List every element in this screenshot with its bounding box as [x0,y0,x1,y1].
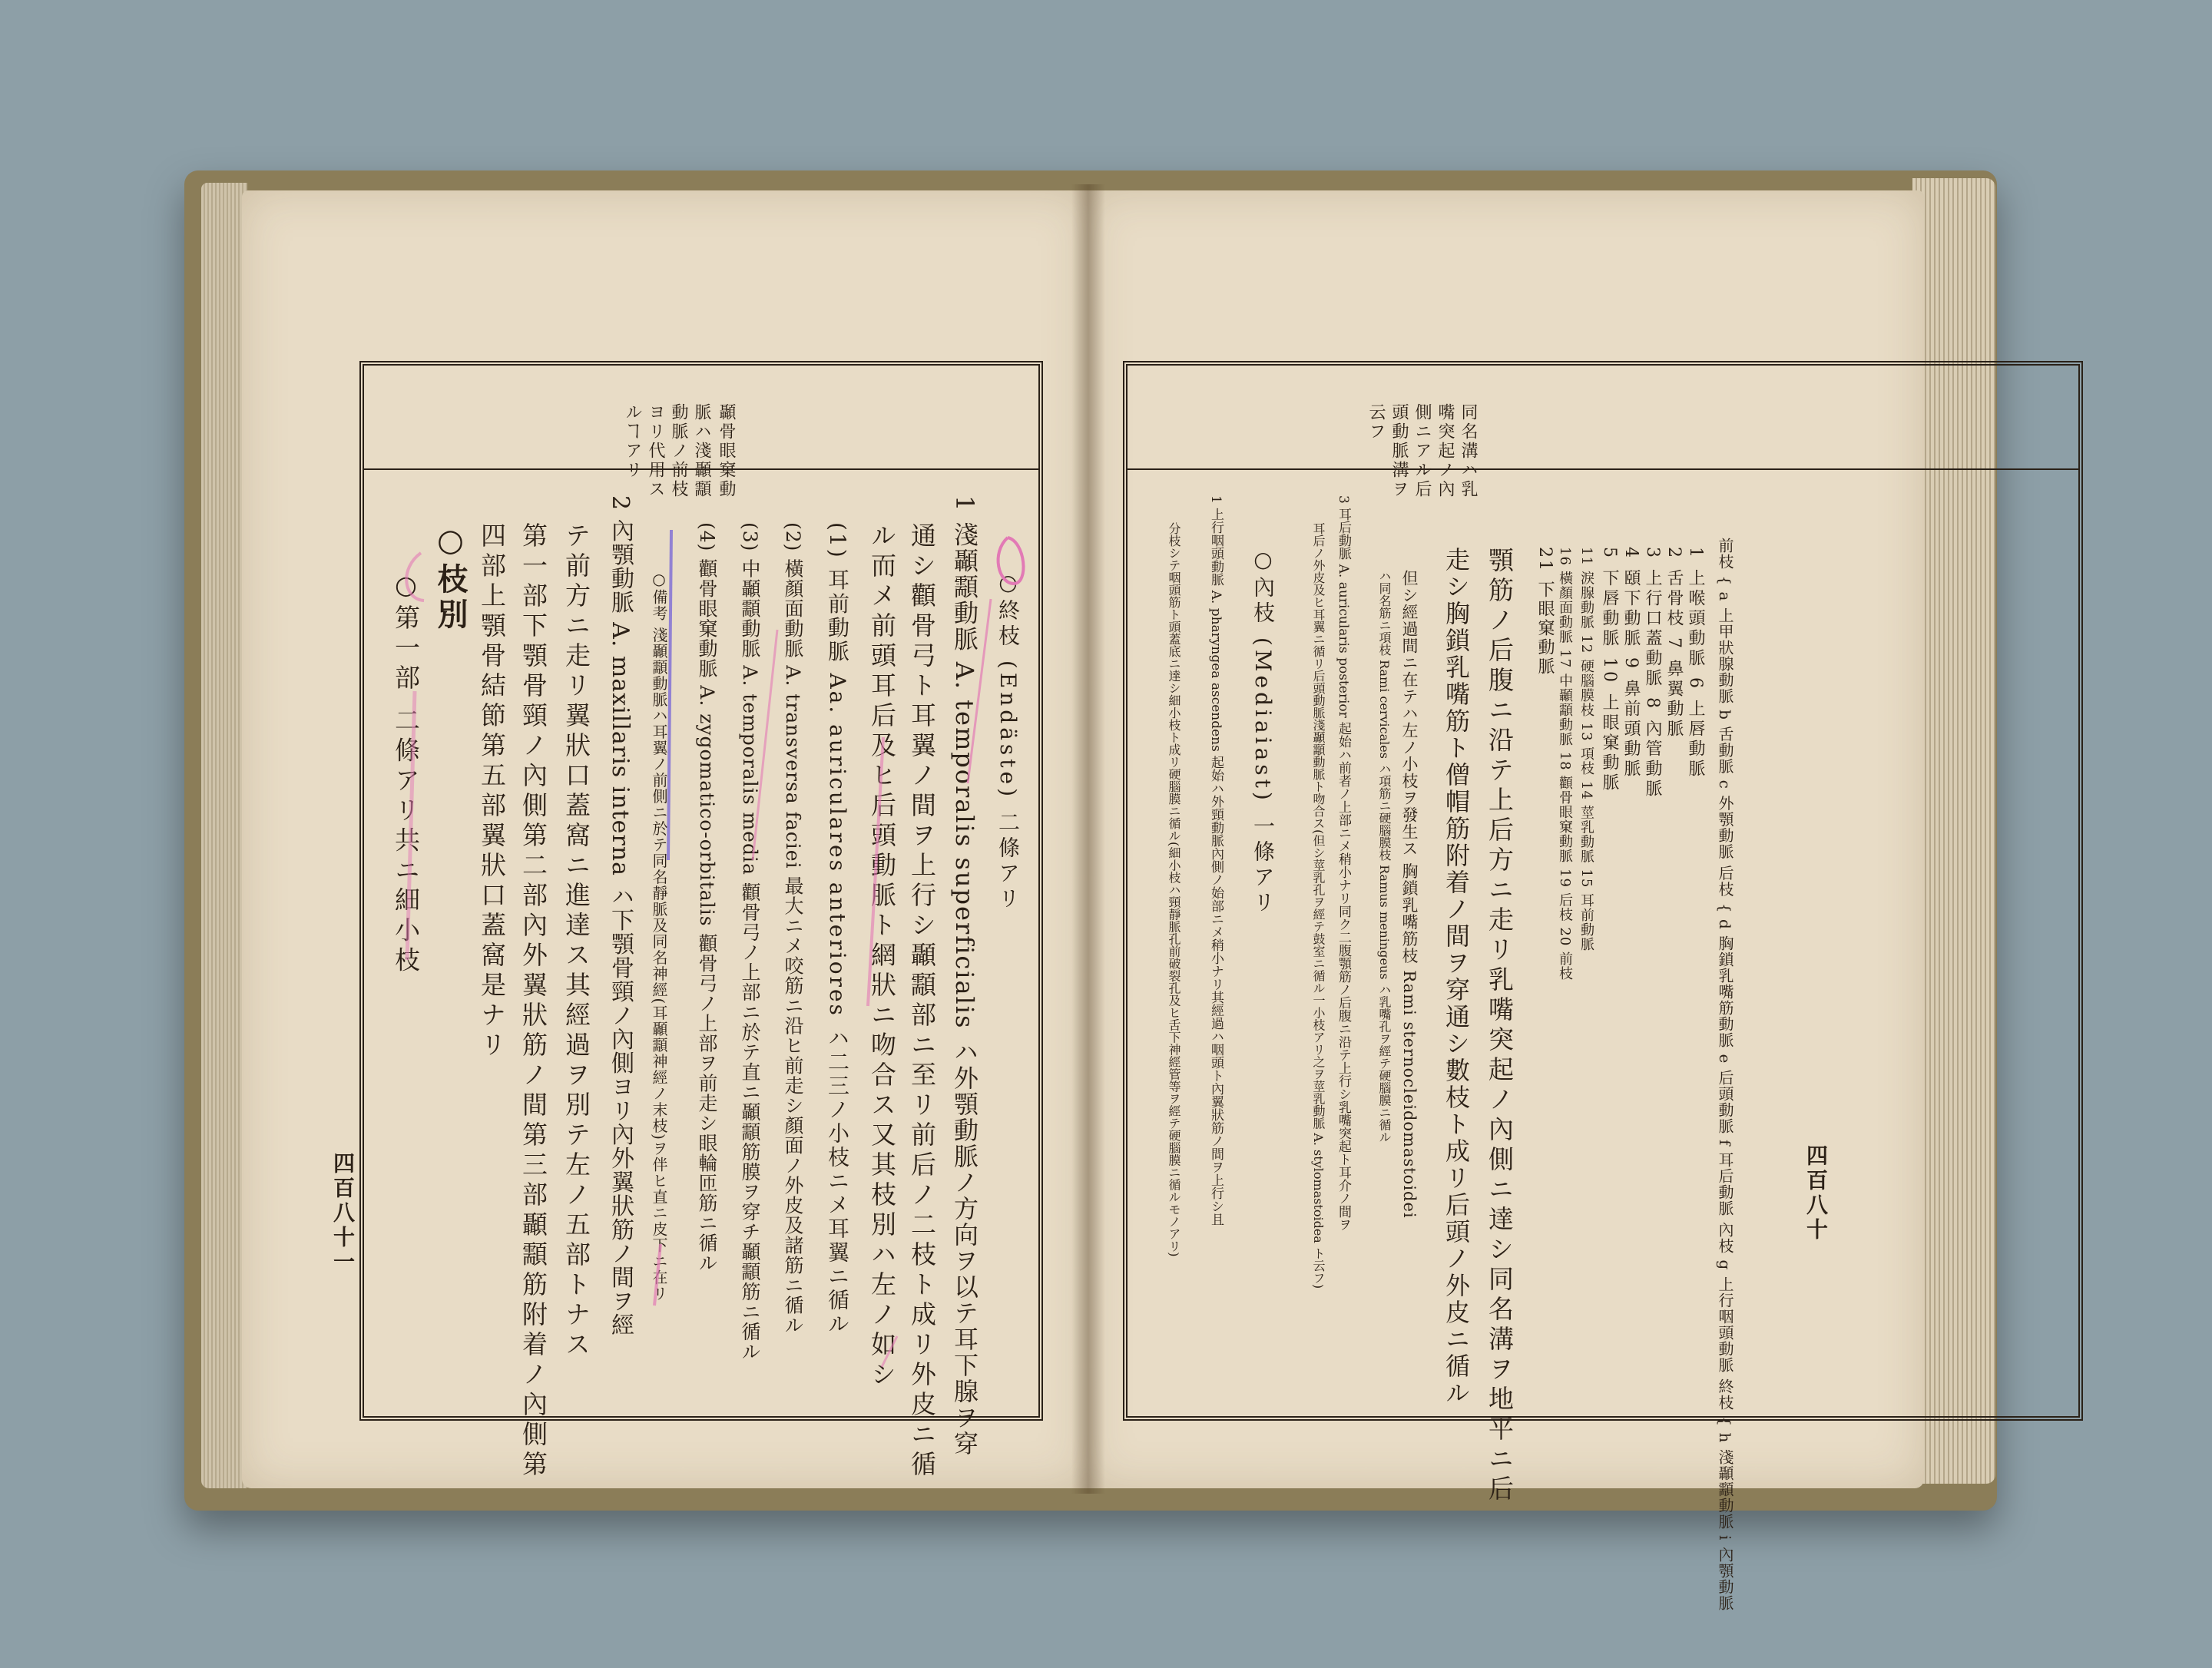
text-column: ○終枝 (Endäste) 二條アリ [995,570,1021,912]
section-heading: ○枝別 [432,522,469,634]
right-margin-note-line: 嘴突起ノ內 [1435,403,1455,499]
text-column: (1) 耳前動脈 Aa. auriculares anteriores ハ二三ノ小枝ニメ耳翼ニ循ル [825,522,850,1336]
page-number: 四百八十一 [330,1152,356,1275]
branch-list-column: 3 上行口蓋動脈 8 內管動脈 [1643,547,1662,799]
branch-list-column: 4 頤下動脈 9 鼻前頭動脈 [1621,547,1641,779]
text-column: 3 耳后動脈 A. auricularis posterior 起始ハ前者ノ上部ニメ稍小ナリ同ク二腹顎筋ノ后腹ニ沿テ上行シ乳嘴突起ト耳介ノ間ヲ [1336,495,1351,1232]
right-margin-note-line: 頭動脈溝ヲ [1389,403,1409,499]
branch-list-column: 21 下眼窠動脈 [1535,547,1555,677]
text-column: 1 淺顳顬動脈 A. temporalis superficialis ハ外顎動脈ノ方向ヲ以テ耳下腺ヲ穿 [950,495,979,1457]
text-column: テ前方ニ走リ翼狀口蓋窩ニ進達ス其經過ヲ別テ左ノ五部トナス [561,522,591,1361]
text-column: (3) 中顳顬動脈 A. temporalis media 顴骨弓ノ上部ニ於テ直ニ顳顬筋膜ヲ穿チ顳顬筋ニ循ル [739,522,761,1362]
text-column: (2) 橫顏面動脈 A. transversa faciei 最大ニメ咬筋ニ沿ヒ前走シ顏面ノ外皮及諸筋ニ循ル [782,522,804,1335]
text-column: (4) 顴骨眼窠動脈 A. zygomatico-orbitalis 顴骨弓ノ上部ヲ前走シ眼輪匝筋ニ循ル [696,522,718,1273]
subsection-heading: ○第一部 二條アリ共ニ細小枝 [391,570,421,977]
text-column: 四部上顎骨結節第五部翼狀口蓋窩是ナリ [477,522,507,1061]
text-column: 分枝シテ咽頭筋ト頭蓋底ニ達シ細小枝ト成リ硬腦膜ニ循ル(細小枝ハ頸靜脈孔前破裂孔及ヒ舌下神經管等ヲ經テ硬腦膜ニ循ルモノアリ) [1167,522,1181,1257]
right-margin-note-line: 同名溝ハ乳 [1459,403,1478,499]
left-margin-note-line: 顳骨眼窠動 [717,403,736,499]
branch-list-column: 16 橫顏面動脈 17 中顳顬動脈 18 顴骨眼窠動脈 19 后枝 20 前枝 [1557,547,1573,981]
branch-list-column: 5 下唇動脈 10 上眼窠動脈 [1600,547,1619,793]
right-margin-rule [1128,468,2078,470]
text-column: ル而メ前頭耳后及ヒ后頭動脈ト網狀ニ吻合ス又其枝別ハ左ノ如シ [867,522,897,1391]
text-column: 耳后ノ外皮及ヒ耳翼ニ循リ后頭動脈淺顳顬動脈ト吻合ス(但シ莖乳孔ヲ經テ鼓室ニ循ル一小枝アリ之ヲ莖乳動脈 A. stylomastoidea ト云フ) [1311,522,1326,1289]
text-column: 但シ經過間ニ在テハ左ノ小枝ヲ發生ス 胸鎖乳嘴筋枝 Rami sternocleidomastoidei [1400,570,1419,1219]
text-column: ○備考 淺顳顬動脈ハ耳翼ノ前側ニ於テ同名靜脈及同名神經(耳顳顬神經ノ末枝)ヲ伴ヒ直ニ皮下ニ在リ [650,570,668,1302]
text-column: 顎筋ノ后腹ニ沿テ上后方ニ走リ乳嘴突起ノ內側ニ達シ同名溝ヲ地平ニ后 [1485,547,1515,1505]
branch-summary: 前枝 { a 上甲狀腺動脈 b 舌動脈 c 外顎動脈 后枝 { d 胸鎖乳嘴筋動脈 e 后頭動脈 f 耳后動脈 內枝 g 上行咽頭動脈 終枝 { h 淺顳顬動脈 i 內顎動脈 [1716,538,1734,1611]
page-number: 四百八十 [1803,1144,1829,1243]
branch-list-column: 2 舌骨枝 7 鼻翼動脈 [1664,547,1684,740]
text-column: 通シ顴骨弓ト耳翼ノ間ヲ上行シ顳顬部ニ至リ前后ノ二枝ト成リ外皮ニ循 [907,522,937,1481]
text-column: 1 上行咽頭動脈 A. pharyngea ascendens 起始ハ外頸動脈內側ノ始部ニメ稍小ナリ其經過ハ咽頭ト內翼狀筋ノ間ヲ上行シ且 [1208,495,1224,1226]
right-margin-note-line: 側ニアル后 [1412,403,1432,499]
text-column: 走シ胸鎖乳嘴筋ト僧帽筋附着ノ間ヲ穿通シ數枝ト成リ后頭ノ外皮ニ循ル [1442,547,1471,1407]
branch-list-column: 1 上喉頭動脈 6 上唇動脈 [1686,547,1705,779]
text-column: 2 內顎動脈 A. maxillaris interna ハ下顎骨頸ノ內側ヨリ內外翼狀筋ノ間ヲ經 [607,495,634,1337]
left-margin-note-line: ヨリ代用ス [646,403,665,499]
right-margin-note-line: 云フ [1366,403,1386,442]
left-page-edges [201,183,247,1488]
left-margin-note-line: 脈ハ淺顳顬 [692,403,711,499]
left-margin-note-line: 動脈ノ前枝 [669,403,688,499]
branch-list-column: 11 淚腺動脈 12 硬腦膜枝 13 項枝 14 莖乳動脈 15 耳前動脈 [1578,547,1594,952]
book-gutter [1071,184,1105,1494]
text-column: ハ同名筋ニ項枝 Rami cervicales ハ項筋ニ硬腦膜枝 Ramus meningeus ハ乳嘴孔ヲ經テ硬腦膜ニ循ル [1377,570,1392,1143]
section-heading: ○內枝 (Mediaiast) 一條アリ [1250,547,1276,916]
left-margin-note-line: ルヿアリ [623,403,642,480]
text-column: 第一部下顎骨頸ノ內側第二部內外翼狀筋ノ間第三部顳顬筋附着ノ內側第 [518,522,548,1481]
